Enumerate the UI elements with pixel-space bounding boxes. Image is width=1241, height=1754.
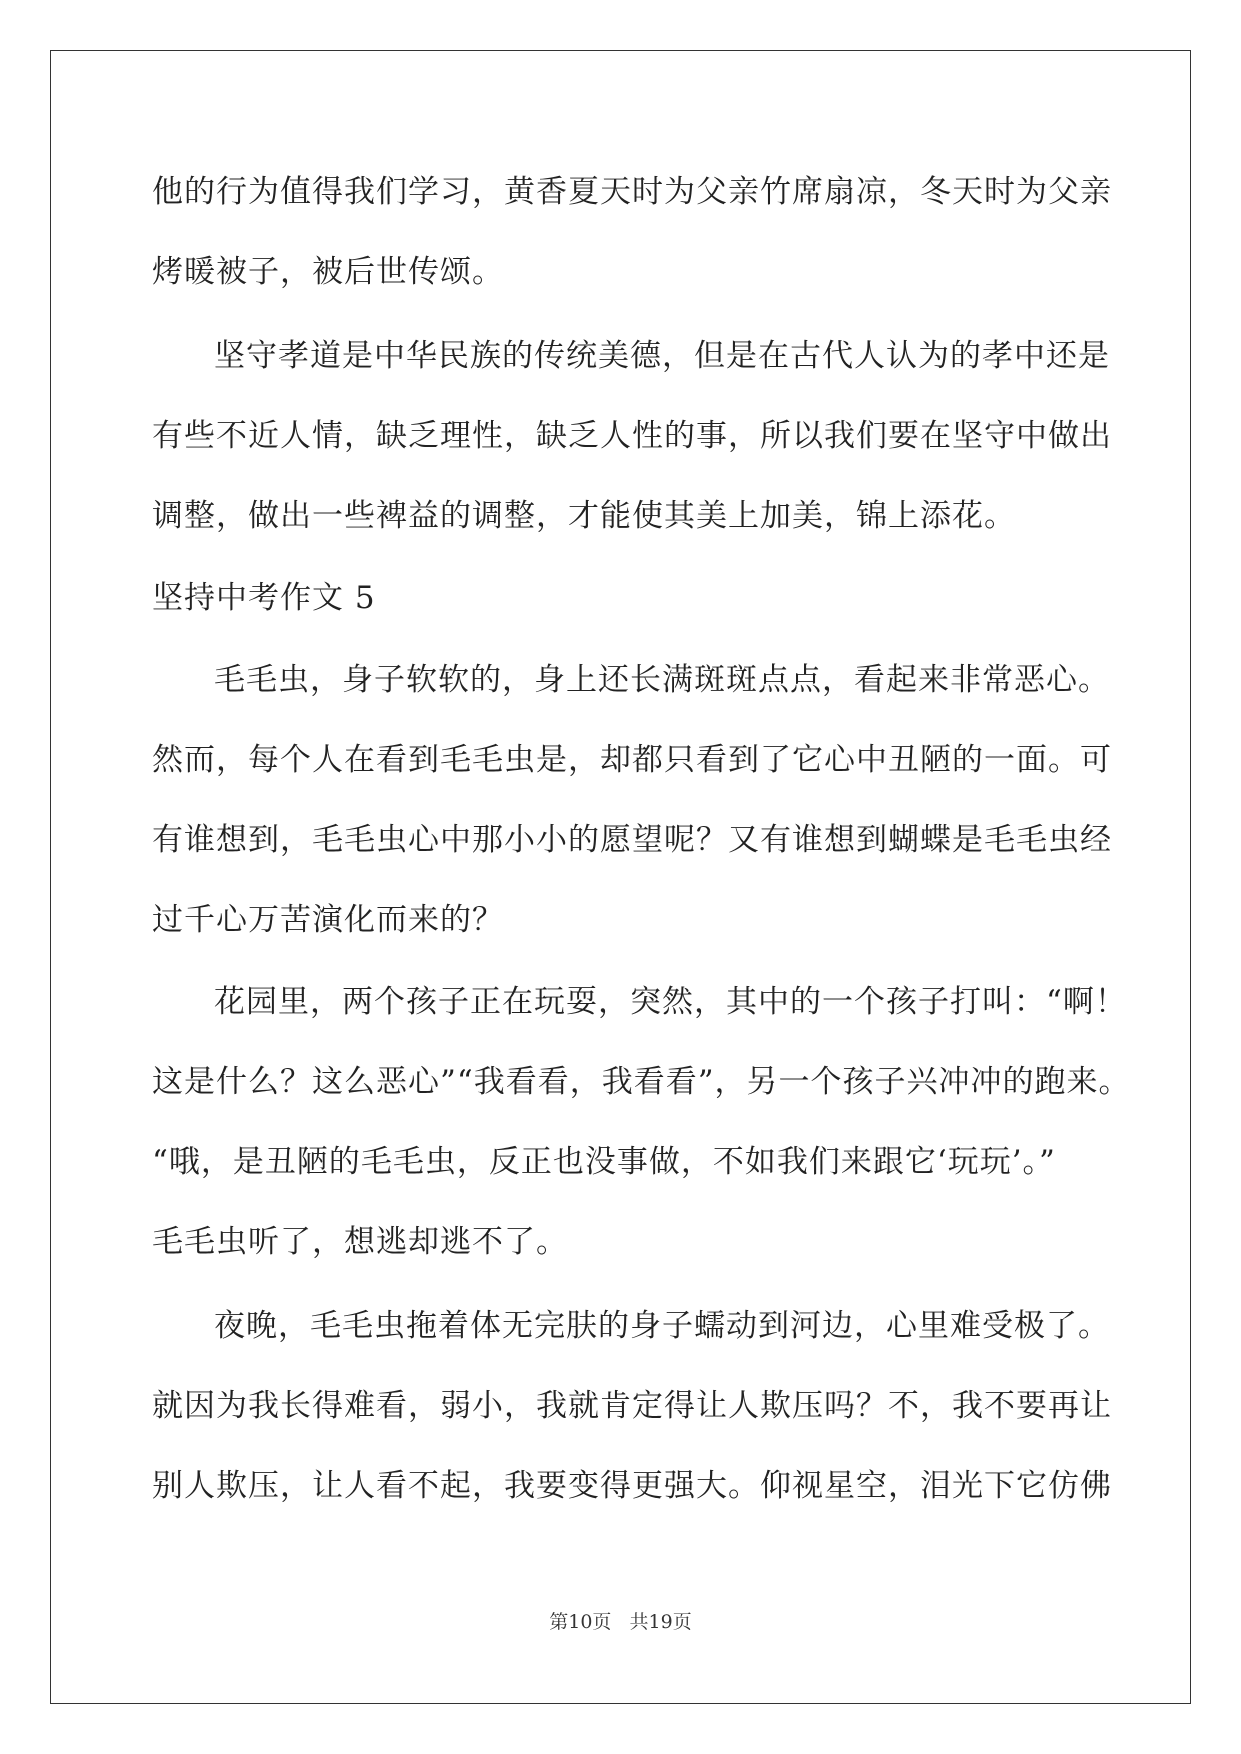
text-line: “哦，是丑陋的毛毛虫，反正也没事做，不如我们来跟它‘玩玩’。” (152, 1144, 1056, 1180)
text-line: 就因为我长得难看，弱小，我就肯定得让人欺压吗？不，我不要再让 (152, 1388, 1112, 1424)
text-line: 毛毛虫听了，想逃却逃不了。 (152, 1224, 568, 1260)
text-line: 烤暖被子，被后世传颂。 (152, 254, 504, 290)
paragraph-first-line: 坚守孝道是中华民族的传统美德，但是在古代人认为的孝中还是 (214, 338, 1110, 374)
paragraph-first-line: 夜晚，毛毛虫拖着体无完肤的身子蠕动到河边，心里难受极了。 (214, 1308, 1110, 1344)
text-line: 他的行为值得我们学习，黄香夏天时为父亲竹席扇凉，冬天时为父亲 (152, 174, 1112, 210)
paragraph-first-line: 毛毛虫，身子软软的，身上还长满斑斑点点，看起来非常恶心。 (214, 662, 1110, 698)
text-line: 调整，做出一些裨益的调整，才能使其美上加美，锦上添花。 (152, 498, 1016, 534)
text-line: 有谁想到，毛毛虫心中那小小的愿望呢？又有谁想到蝴蝶是毛毛虫经 (152, 822, 1112, 858)
page-number-footer: 第10页 共19页 (549, 1611, 692, 1633)
text-line: 有些不近人情，缺乏理性，缺乏人性的事，所以我们要在坚守中做出 (152, 418, 1112, 454)
page-frame (50, 50, 1191, 1704)
section-heading: 坚持中考作文 5 (152, 580, 376, 616)
text-line: 过千心万苦演化而来的？ (152, 902, 504, 938)
text-line: 然而，每个人在看到毛毛虫是，却都只看到了它心中丑陋的一面。可 (152, 742, 1112, 778)
text-line: 别人欺压，让人看不起，我要变得更强大。仰视星空，泪光下它仿佛 (152, 1468, 1112, 1504)
text-line: 这是什么？这么恶心”“我看看，我看看”，另一个孩子兴冲冲的跑来。 (152, 1064, 1131, 1100)
paragraph-first-line: 花园里，两个孩子正在玩耍，突然，其中的一个孩子打叫：“啊！ (214, 984, 1127, 1020)
